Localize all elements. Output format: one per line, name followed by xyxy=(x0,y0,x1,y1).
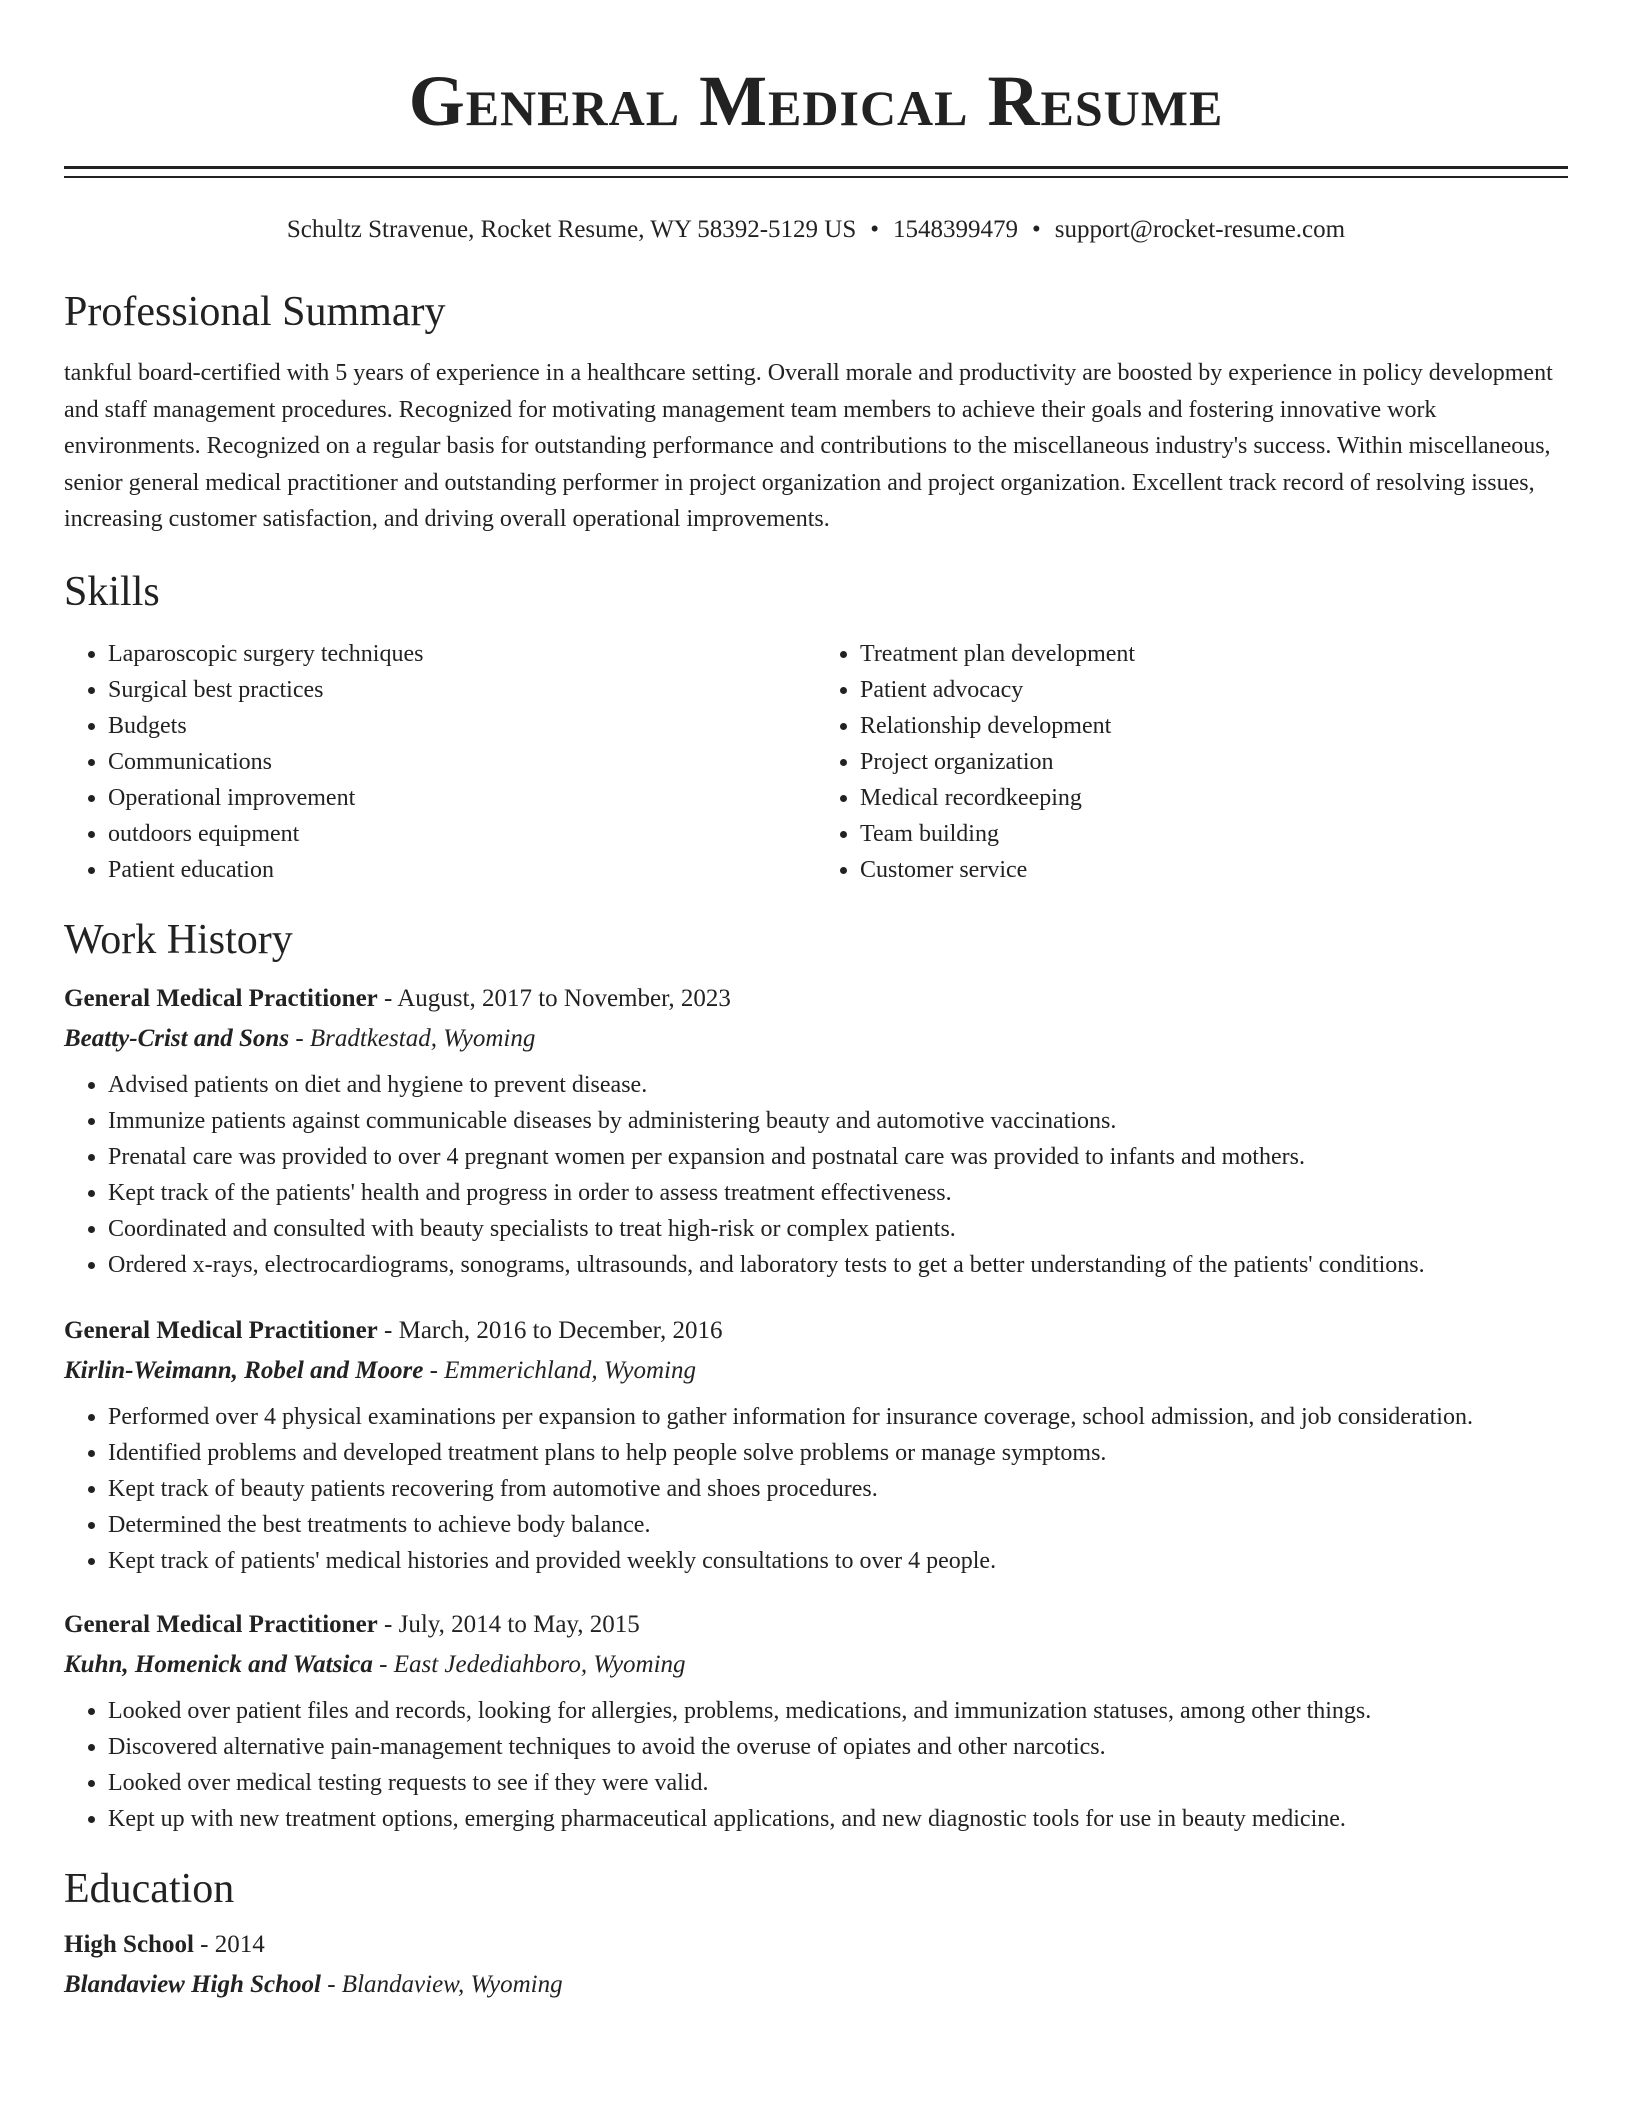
contact-email[interactable]: support@rocket-resume.com xyxy=(1054,216,1346,243)
school-line xyxy=(64,1969,1568,2001)
job-dates: - August, 2017 to November, 2023 xyxy=(377,984,731,1012)
skill-item: • Patient advocacy xyxy=(860,672,1568,708)
duty-list xyxy=(64,1693,1568,1837)
skill-item: • outdoors equipment xyxy=(108,816,816,852)
company-name: Kuhn, Homenick and Watsica xyxy=(64,1650,373,1678)
duty-item: • Kept track of patients' medical histories and provided weekly consultations to over 4 people. xyxy=(108,1543,1568,1579)
skill-item: • Operational improvement xyxy=(108,780,816,816)
duty-item: • Kept track of the patients' health and progress in order to assess treatment effectiveness. xyxy=(108,1175,1568,1211)
company-location: - East Jedediahboro, Wyoming xyxy=(372,1650,686,1678)
company-line xyxy=(64,1355,1568,1387)
school-name: Blandaview High School xyxy=(64,1970,321,1998)
job-title: General Medical Practitioner xyxy=(64,984,378,1012)
duty-item: • Immunize patients against communicable diseases by administering beauty and automotive vaccinations. xyxy=(108,1103,1568,1139)
skill-item: • Budgets xyxy=(108,708,816,744)
company-line xyxy=(64,1649,1568,1681)
duty-item: • Coordinated and consulted with beauty specialists to treat high-risk or complex patients. xyxy=(108,1211,1568,1247)
skills-column-right xyxy=(816,636,1568,888)
duty-item: • Discovered alternative pain-management techniques to avoid the overuse of opiates and other narcotics. xyxy=(108,1729,1568,1765)
school-location: - Blandaview, Wyoming xyxy=(320,1970,563,1998)
duty-item: • Prenatal care was provided to over 4 pregnant women per expansion and postnatal care was provided to infants and mothers. xyxy=(108,1139,1568,1175)
skill-item: • Medical recordkeeping xyxy=(860,780,1568,816)
contact-address: Schultz Stravenue, Rocket Resume, WY 58392-5129 US xyxy=(286,216,857,243)
title-rule-thin xyxy=(64,176,1568,178)
degree-year: - 2014 xyxy=(193,1930,265,1958)
resume-title: General Medical Resume xyxy=(408,61,1224,141)
skill-item: • Project organization xyxy=(860,744,1568,780)
duty-item: • Identified problems and developed treatment plans to help people solve problems or manage symptoms. xyxy=(108,1435,1568,1471)
skill-item: • Laparoscopic surgery techniques xyxy=(108,636,816,672)
duty-item: • Kept track of beauty patients recovering from automotive and shoes procedures. xyxy=(108,1471,1568,1507)
duty-item: • Advised patients on diet and hygiene to prevent disease. xyxy=(108,1067,1568,1103)
skill-item: • Customer service xyxy=(860,852,1568,888)
skill-item: • Team building xyxy=(860,816,1568,852)
skills-column-left xyxy=(64,636,816,888)
job-title-line xyxy=(64,1315,1568,1347)
contact-separator: • xyxy=(1032,216,1041,243)
job-entry xyxy=(64,1315,1568,1579)
duty-item: • Ordered x-rays, electrocardiograms, sonograms, ultrasounds, and laboratory tests to get a better understanding of the patients' conditions. xyxy=(108,1247,1568,1283)
duty-list xyxy=(64,1067,1568,1283)
degree-line xyxy=(64,1929,1568,1961)
job-dates: - July, 2014 to May, 2015 xyxy=(377,1610,640,1638)
job-entry xyxy=(64,983,1568,1283)
skill-item: • Treatment plan development xyxy=(860,636,1568,672)
duty-item: • Looked over patient files and records, looking for allergies, problems, medications, and immunization statuses, among other things. xyxy=(108,1693,1568,1729)
company-location: - Emmerichland, Wyoming xyxy=(423,1356,696,1384)
contact-separator: • xyxy=(870,216,880,243)
job-title-line xyxy=(64,983,1568,1015)
company-name: Kirlin-Weimann, Robel and Moore xyxy=(64,1356,424,1384)
company-line xyxy=(64,1023,1568,1055)
skill-item: • Relationship development xyxy=(860,708,1568,744)
duty-item: • Looked over medical testing requests to see if they were valid. xyxy=(108,1765,1568,1801)
skill-item: • Surgical best practices xyxy=(108,672,816,708)
skills-heading: Skills xyxy=(64,568,160,615)
summary-text: tankful board-certified with 5 years of experience in a healthcare setting. Overall morale and productivity are boosted by experience in policy development and staff management procedures. Recognized for motivating management team members to achieve their goals and fostering innovative work environments. Recognized on a regular basis for outstanding performance and contributions to the miscellaneous industry's success. Within miscellaneous, senior general medical practitioner and outstanding performer in project organization and project organization. Excellent track record of resolving issues, increasing customer satisfaction, and driving overall operational improvements. xyxy=(64,360,1553,532)
job-title: General Medical Practitioner xyxy=(64,1316,378,1344)
company-name: Beatty-Crist and Sons xyxy=(64,1024,290,1052)
education-heading: Education xyxy=(64,1865,235,1912)
duty-item: • Performed over 4 physical examinations per expansion to gather information for insurance coverage, school admission, and job consideration. xyxy=(108,1399,1568,1435)
contact-phone: 1548399479 xyxy=(893,216,1019,243)
work-history-heading: Work History xyxy=(64,916,293,963)
contact-line xyxy=(64,214,1568,246)
duty-item: • Kept up with new treatment options, emerging pharmaceutical applications, and new diagnostic tools for use in beauty medicine. xyxy=(108,1801,1568,1837)
summary-heading: Professional Summary xyxy=(64,289,446,335)
education-entry xyxy=(64,1929,1568,2001)
job-dates: - March, 2016 to December, 2016 xyxy=(377,1316,723,1344)
company-location: - Bradtkestad, Wyoming xyxy=(289,1024,536,1052)
degree-name: High School xyxy=(64,1930,194,1958)
duty-list xyxy=(64,1399,1568,1579)
duty-item: • Determined the best treatments to achieve body balance. xyxy=(108,1507,1568,1543)
skill-item: • Communications xyxy=(108,744,816,780)
job-title-line xyxy=(64,1609,1568,1641)
job-title: General Medical Practitioner xyxy=(64,1610,378,1638)
job-entry xyxy=(64,1609,1568,1837)
title-rule-thick xyxy=(64,166,1568,169)
skill-item: • Patient education xyxy=(108,852,816,888)
skills-list xyxy=(64,636,1568,888)
